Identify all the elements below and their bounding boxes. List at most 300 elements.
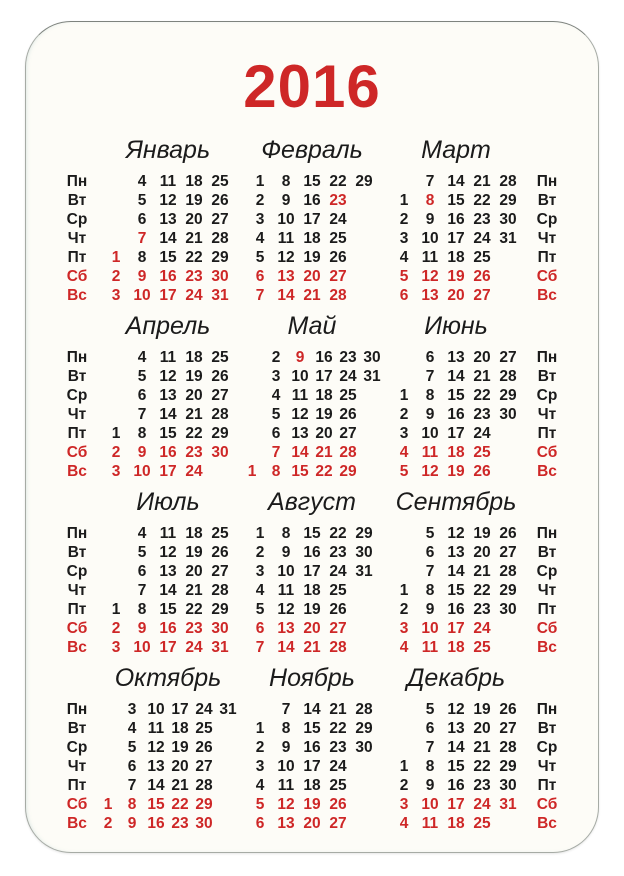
date-cell: 3 <box>127 701 137 718</box>
date-cell: 11 <box>159 349 177 366</box>
day-label: Сб <box>536 796 558 813</box>
date-cell: 21 <box>303 639 321 656</box>
month-title: Март <box>421 136 491 164</box>
empty-cell <box>351 191 377 210</box>
date-cell: 5 <box>255 796 265 813</box>
empty-cell <box>360 443 384 462</box>
date-cell: 4 <box>255 777 265 794</box>
date-cell: 9 <box>425 777 435 794</box>
month-block <box>240 137 384 305</box>
day-row <box>384 776 528 795</box>
date-cell: 17 <box>447 796 465 813</box>
day-label: Ср <box>536 387 558 404</box>
date-cell: 17 <box>447 425 465 442</box>
date-cell: 28 <box>329 639 347 656</box>
date-cell: 1 <box>399 582 409 599</box>
date-cell: 19 <box>473 701 491 718</box>
date-cell: 30 <box>499 777 517 794</box>
day-row <box>96 229 240 248</box>
date-cell: 19 <box>185 368 203 385</box>
date-cell: 14 <box>277 639 295 656</box>
day-row <box>384 700 528 719</box>
date-cell: 15 <box>147 796 165 813</box>
empty-cell <box>360 424 384 443</box>
date-cell: 7 <box>425 173 435 190</box>
day-label: Вт <box>67 544 87 561</box>
date-cell: 7 <box>425 563 435 580</box>
day-label: Чт <box>537 406 557 423</box>
day-label: Чт <box>67 758 87 775</box>
month-block <box>240 665 384 833</box>
date-cell: 26 <box>329 796 347 813</box>
empty-cell <box>391 738 417 757</box>
date-cell: 18 <box>185 349 203 366</box>
date-cell: 9 <box>127 815 137 832</box>
day-row <box>96 462 240 481</box>
date-cell: 4 <box>137 173 147 190</box>
date-cell: 16 <box>303 192 321 209</box>
day-row <box>240 462 384 481</box>
empty-cell <box>103 229 129 248</box>
date-cell: 26 <box>211 368 229 385</box>
date-cell: 1 <box>247 463 257 480</box>
date-cell: 30 <box>211 620 229 637</box>
date-cell: 19 <box>315 406 333 423</box>
empty-cell <box>240 348 264 367</box>
date-cell: 13 <box>159 387 177 404</box>
date-cell: 15 <box>303 525 321 542</box>
date-cell: 31 <box>499 230 517 247</box>
date-cell: 16 <box>447 211 465 228</box>
spacer <box>528 489 566 524</box>
day-label: Вс <box>67 639 87 656</box>
date-cell: 9 <box>137 268 147 285</box>
day-label: Ср <box>66 211 88 228</box>
date-cell: 4 <box>399 249 409 266</box>
empty-cell <box>391 543 417 562</box>
empty-cell <box>351 600 377 619</box>
day-row <box>240 543 384 562</box>
date-cell: 30 <box>499 211 517 228</box>
date-cell: 6 <box>137 387 147 404</box>
date-cell: 27 <box>211 211 229 228</box>
day-row <box>96 757 240 776</box>
date-cell: 9 <box>137 444 147 461</box>
date-cell: 29 <box>211 601 229 618</box>
day-row <box>384 619 528 638</box>
date-cell: 5 <box>399 463 409 480</box>
date-cell: 31 <box>211 287 229 304</box>
day-row <box>96 776 240 795</box>
date-cell: 6 <box>271 425 281 442</box>
day-row <box>384 191 528 210</box>
day-row <box>384 757 528 776</box>
date-cell: 24 <box>185 639 203 656</box>
date-cell: 23 <box>473 406 491 423</box>
date-cell: 26 <box>473 463 491 480</box>
date-cell: 27 <box>195 758 213 775</box>
day-row <box>240 386 384 405</box>
date-cell: 1 <box>399 192 409 209</box>
day-row <box>96 719 240 738</box>
date-cell: 29 <box>339 463 357 480</box>
date-cell: 13 <box>447 544 465 561</box>
empty-cell <box>96 719 120 738</box>
month-block <box>96 313 240 481</box>
date-cell: 22 <box>185 249 203 266</box>
empty-cell <box>103 405 129 424</box>
weekday-labels-column <box>58 313 96 481</box>
empty-cell <box>96 738 120 757</box>
date-cell: 8 <box>425 387 435 404</box>
date-cell: 6 <box>137 563 147 580</box>
weekday-labels-column <box>58 137 96 305</box>
date-cell: 8 <box>137 249 147 266</box>
date-cell: 10 <box>133 639 151 656</box>
empty-cell <box>391 367 417 386</box>
day-row <box>384 543 528 562</box>
date-cell: 29 <box>195 796 213 813</box>
day-row <box>96 424 240 443</box>
date-cell: 25 <box>211 349 229 366</box>
date-cell: 21 <box>185 230 203 247</box>
date-cell: 16 <box>447 406 465 423</box>
date-cell: 8 <box>137 601 147 618</box>
empty-cell <box>103 191 129 210</box>
date-cell: 20 <box>171 758 189 775</box>
date-cell: 28 <box>499 368 517 385</box>
date-cell: 17 <box>447 230 465 247</box>
empty-cell <box>96 776 120 795</box>
date-cell: 1 <box>111 249 121 266</box>
month-block <box>240 489 384 657</box>
day-label: Чт <box>537 582 557 599</box>
day-row <box>96 795 240 814</box>
day-row <box>384 248 528 267</box>
day-row <box>240 443 384 462</box>
day-row <box>384 286 528 305</box>
date-cell: 21 <box>185 406 203 423</box>
date-cell: 1 <box>255 173 265 190</box>
date-cell: 13 <box>159 563 177 580</box>
day-row <box>384 524 528 543</box>
empty-cell <box>351 229 377 248</box>
month-title: Май <box>287 312 337 340</box>
date-cell: 22 <box>171 796 189 813</box>
date-cell: 30 <box>355 544 373 561</box>
day-row <box>384 405 528 424</box>
date-cell: 25 <box>329 230 347 247</box>
month-title: Январь <box>125 136 211 164</box>
empty-cell <box>351 757 377 776</box>
date-cell: 3 <box>111 639 121 656</box>
day-label: Ср <box>536 211 558 228</box>
date-cell: 15 <box>159 249 177 266</box>
empty-cell <box>351 267 377 286</box>
empty-cell <box>351 248 377 267</box>
date-cell: 4 <box>127 720 137 737</box>
date-cell: 14 <box>447 563 465 580</box>
day-row <box>96 286 240 305</box>
empty-cell <box>495 814 521 833</box>
date-cell: 31 <box>211 639 229 656</box>
date-cell: 5 <box>137 544 147 561</box>
date-cell: 15 <box>447 387 465 404</box>
date-cell: 22 <box>315 463 333 480</box>
date-cell: 26 <box>499 525 517 542</box>
month-title: Декабрь <box>406 664 506 692</box>
empty-cell <box>351 776 377 795</box>
spacer <box>528 313 566 348</box>
date-cell: 10 <box>277 211 295 228</box>
spacer <box>528 137 566 172</box>
date-cell: 14 <box>291 444 309 461</box>
date-cell: 12 <box>291 406 309 423</box>
month-block <box>240 313 384 481</box>
date-cell: 4 <box>255 582 265 599</box>
month-title: Август <box>268 488 356 516</box>
date-cell: 22 <box>329 720 347 737</box>
date-cell: 22 <box>185 601 203 618</box>
date-cell: 16 <box>447 777 465 794</box>
date-cell: 13 <box>277 268 295 285</box>
date-cell: 15 <box>291 463 309 480</box>
date-cell: 14 <box>147 777 165 794</box>
date-cell: 18 <box>303 777 321 794</box>
empty-cell <box>351 795 377 814</box>
month-title: Июль <box>136 488 200 516</box>
day-label: Пн <box>536 349 558 366</box>
date-cell: 29 <box>499 387 517 404</box>
date-cell: 12 <box>277 601 295 618</box>
day-label: Вт <box>537 544 557 561</box>
date-cell: 25 <box>473 639 491 656</box>
date-cell: 16 <box>447 601 465 618</box>
date-cell: 26 <box>339 406 357 423</box>
date-cell: 3 <box>399 620 409 637</box>
empty-cell <box>495 267 521 286</box>
date-cell: 7 <box>425 739 435 756</box>
date-cell: 20 <box>303 815 321 832</box>
day-row <box>96 581 240 600</box>
day-row <box>240 638 384 657</box>
date-cell: 4 <box>255 230 265 247</box>
day-row <box>384 738 528 757</box>
day-row <box>384 348 528 367</box>
day-row <box>240 367 384 386</box>
day-label: Пн <box>536 701 558 718</box>
day-row <box>384 638 528 657</box>
date-cell: 18 <box>447 639 465 656</box>
date-cell: 9 <box>281 544 291 561</box>
date-cell: 2 <box>399 211 409 228</box>
date-cell: 10 <box>147 701 165 718</box>
empty-cell <box>216 719 240 738</box>
date-cell: 2 <box>399 777 409 794</box>
day-label: Пн <box>536 173 558 190</box>
day-row <box>384 210 528 229</box>
date-cell: 15 <box>447 192 465 209</box>
date-cell: 8 <box>425 582 435 599</box>
date-cell: 31 <box>499 796 517 813</box>
date-cell: 4 <box>399 815 409 832</box>
date-cell: 29 <box>211 249 229 266</box>
date-cell: 19 <box>185 544 203 561</box>
date-cell: 5 <box>255 249 265 266</box>
weekday-labels-column <box>528 489 566 657</box>
date-cell: 17 <box>159 639 177 656</box>
date-cell: 25 <box>473 815 491 832</box>
day-label: Пн <box>66 173 88 190</box>
empty-cell <box>103 210 129 229</box>
month-title: Февраль <box>261 136 363 164</box>
date-cell: 21 <box>473 173 491 190</box>
date-cell: 8 <box>137 425 147 442</box>
date-cell: 12 <box>447 525 465 542</box>
day-row <box>240 267 384 286</box>
day-row <box>240 719 384 738</box>
date-cell: 4 <box>399 444 409 461</box>
date-cell: 21 <box>171 777 189 794</box>
day-label: Вс <box>537 815 557 832</box>
date-cell: 29 <box>355 720 373 737</box>
day-label: Пт <box>67 249 87 266</box>
date-cell: 23 <box>329 544 347 561</box>
empty-cell <box>216 757 240 776</box>
date-cell: 11 <box>147 720 165 737</box>
date-cell: 6 <box>425 720 435 737</box>
date-cell: 28 <box>339 444 357 461</box>
date-cell: 6 <box>137 211 147 228</box>
day-label: Чт <box>67 406 87 423</box>
day-label: Вс <box>537 639 557 656</box>
date-cell: 18 <box>185 525 203 542</box>
date-cell: 10 <box>421 230 439 247</box>
date-cell: 14 <box>159 582 177 599</box>
date-cell: 26 <box>329 601 347 618</box>
empty-cell <box>495 286 521 305</box>
empty-cell <box>391 719 417 738</box>
empty-cell <box>103 386 129 405</box>
date-cell: 28 <box>211 582 229 599</box>
date-cell: 19 <box>171 739 189 756</box>
day-label: Пн <box>66 525 88 542</box>
date-cell: 20 <box>303 620 321 637</box>
date-cell: 26 <box>499 701 517 718</box>
date-cell: 23 <box>185 620 203 637</box>
date-cell: 5 <box>137 192 147 209</box>
day-row <box>240 700 384 719</box>
day-label: Пт <box>537 601 557 618</box>
day-label: Сб <box>66 620 88 637</box>
date-cell: 28 <box>499 173 517 190</box>
date-cell: 21 <box>473 739 491 756</box>
day-row <box>96 210 240 229</box>
empty-cell <box>103 562 129 581</box>
date-cell: 12 <box>421 463 439 480</box>
date-cell: 22 <box>473 582 491 599</box>
day-row <box>96 738 240 757</box>
month-group <box>26 313 598 481</box>
day-label: Сб <box>536 620 558 637</box>
date-cell: 11 <box>291 387 309 404</box>
weekday-labels-column <box>528 313 566 481</box>
date-cell: 3 <box>111 463 121 480</box>
empty-cell <box>240 424 264 443</box>
date-cell: 20 <box>473 720 491 737</box>
month-block <box>96 665 240 833</box>
day-row <box>240 562 384 581</box>
date-cell: 23 <box>185 268 203 285</box>
day-row <box>96 543 240 562</box>
date-cell: 22 <box>473 192 491 209</box>
date-cell: 19 <box>303 796 321 813</box>
date-cell: 26 <box>329 249 347 266</box>
date-cell: 15 <box>447 758 465 775</box>
date-cell: 15 <box>303 720 321 737</box>
day-label: Пт <box>67 777 87 794</box>
date-cell: 27 <box>211 563 229 580</box>
weekday-labels-column <box>58 489 96 657</box>
empty-cell <box>103 524 129 543</box>
empty-cell <box>391 700 417 719</box>
date-cell: 5 <box>137 368 147 385</box>
empty-cell <box>351 619 377 638</box>
day-label: Сб <box>66 444 88 461</box>
day-row <box>96 814 240 833</box>
day-row <box>96 191 240 210</box>
date-cell: 17 <box>159 287 177 304</box>
day-row <box>384 581 528 600</box>
day-row <box>96 405 240 424</box>
day-row <box>384 367 528 386</box>
date-cell: 25 <box>195 720 213 737</box>
date-cell: 3 <box>255 563 265 580</box>
date-cell: 7 <box>255 639 265 656</box>
empty-cell <box>240 386 264 405</box>
date-cell: 6 <box>399 287 409 304</box>
date-cell: 9 <box>281 192 291 209</box>
date-cell: 3 <box>399 425 409 442</box>
date-cell: 9 <box>281 739 291 756</box>
date-cell: 4 <box>399 639 409 656</box>
date-cell: 3 <box>399 230 409 247</box>
date-cell: 25 <box>473 249 491 266</box>
empty-cell <box>103 367 129 386</box>
date-cell: 29 <box>355 525 373 542</box>
date-cell: 24 <box>473 796 491 813</box>
date-cell: 18 <box>303 582 321 599</box>
day-row <box>96 367 240 386</box>
date-cell: 16 <box>315 349 333 366</box>
empty-cell <box>495 443 521 462</box>
date-cell: 25 <box>211 525 229 542</box>
day-row <box>384 600 528 619</box>
empty-cell <box>103 543 129 562</box>
month-block <box>96 489 240 657</box>
empty-cell <box>391 524 417 543</box>
empty-cell <box>240 367 264 386</box>
date-cell: 1 <box>399 758 409 775</box>
date-cell: 30 <box>363 349 381 366</box>
date-cell: 22 <box>473 758 491 775</box>
day-row <box>240 286 384 305</box>
date-cell: 2 <box>255 739 265 756</box>
date-cell: 3 <box>255 758 265 775</box>
date-cell: 24 <box>195 701 213 718</box>
date-cell: 29 <box>499 582 517 599</box>
calendar-card <box>25 21 599 853</box>
